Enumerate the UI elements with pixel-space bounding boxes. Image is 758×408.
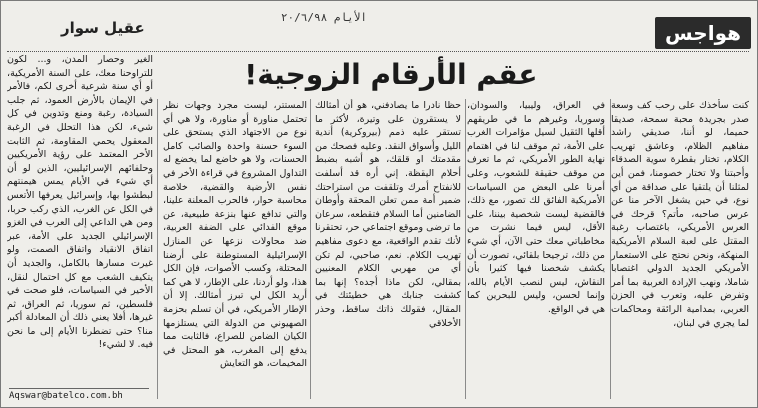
column-divider bbox=[465, 99, 466, 399]
header-rule bbox=[7, 51, 749, 52]
article-column-3: حظا نادرا ما يصادفني، هو أن أمثالك لا يستقرون على وتيرة، لأكثر ما تستقر عليه ذمم (بيروكرية) أندية الليل وأسواق النقد. وعليه فصحك من مقدمتك او قلقك، هو أشبه بضبط أحلام اليقظة. إني أره قد أسلفت للانفتاح أمرك وتلقفت من استراحتك ضمير أمة ممن تعلن المحقة وأوطان الضامنين أما السلام فتقطعه، سرعان ما ترضى وموقع اجتماعي حر، تحتقرنا لأنك تقدم الواقعية، مع دعوى مفاهيم تهريب الكلام. نعم، صاحبي، لم تكن أي من مهربي الكلام المعنيين بمقالي، لكن ماذا أجده؟ إنها بما كشفت جنابك هي خطيئتك في المقال، فقولك ذاتك ساقط، وحذر الأخلاقي bbox=[315, 100, 461, 329]
article-column-5: الغير وحصار المدن، و... لكون للتراوحنا معك، على السنة الأمريكية، أو أي سنة شرعية أخرى لكم، فالأمر في الإيمان بالأرض العمود، ثم جلب السيادة، رغبة ومنع وتدوين في كل شيء، لكن هذا التحلل في الرغبة المعقول يحمي المقاومة، ثم الثابت الأخر المعتمد على رؤية الأمريكيين وحلفائهم الإسرائيليين، الذين لو أن أي شيء في الأيام يمس هيمنتهم لبطشوا بها، وإسرائيل يعرفها الأتعس في الكل عن الغرب، الذي ركب حربا، ومن هي الداعي إلى العرب في الغزو الإسرائيلي الجديد على الأمة، عبر اتفاق الانقياد واتفاق الصمت، ولو غيرت مسارها بالكامل، والجديد أن يتكيف الشعب مع كل احتمال لنقل، الأخير في السياسات، فلو صحت في فلسطين، ثم سوريا، ثم العراق، ثم غيرها، أفلا يعني ذلك أن المعادلة أكبر منا؟ حتى تضطرنا الأيام إلى ما نحن فيه. لا لشيء! bbox=[7, 54, 153, 351]
column-divider bbox=[157, 99, 158, 399]
author-email: Aqswar@batelco.com.bh bbox=[9, 388, 149, 401]
article-column-1: كنت سأخذك على رحب كف وسعة صدر بجريدة محبة سمحة، صديقا حميما، لو أننا، صديقي راشد مفاهيم الظلام، وعاشق تهريب الكلام، تختار بقطرة سوية الصدقاء وأحبتنا ولا تختار خصومنا، فمن أين لمثلنا أن يلتقيا على صداقة من أي نوع، في حين يشغل الآخر منا عن عرس صاحبه، مأتم؟ قرحك في العرس الأمريكي، باغتصاب رغبة المقتل على لعبة السلام الأمريكية المنهكة، ونحن نحتج على الاستعمار الأمريكي الجديد الدولي اغتصابا شاملا، ونهب الإرادة العربية بما أمر وتفرض عليه، وتعرب في الحزن العربي، بمدامية الرائقة ومحاكمات لما يجري في لبنان، bbox=[611, 100, 749, 329]
article-column-4: المستتر، ليست مجرد وجهات نظر تحتمل مناورة أو مناورة، ولا هي أي نوع من الاجتهاد الذي يستحق على السوء حسنة واحدة والصائب كامل الحسنات، ولا هو خاضع لما يخضع له التداول المشروع في قراءة الأخر في نفس الأرضية والقضية، خلاصة محاسبة حوار، فالحرب المعلنة علينا، والتي تدافع عنها بنزعة طبيعية، عن موقع الفدائي على الضفة العربية، ضد محاولات نزعها عن المنازل الإسرائيلية المستوطنة على أرضنا المحتلة، وكسب الأصوات، فإن الكل هذا، ولو أردنا، على الإطار، لا هي كما أريد الكل لي تبرز أمثالك. إلا أن الإطار الأمريكي، في أن تسلم بحزمة الصهيوني من الدولة التي يستلزمها الكيان الضامن للصراع، فالثابت مما يدفع إلى المغرب، هو المحتل في المخيمات، هو التعايش bbox=[163, 100, 307, 370]
author-byline: عقيل سوار bbox=[61, 19, 145, 37]
column-divider bbox=[610, 99, 611, 399]
publication-date: الأيام ٢٠/٦/٩٨ bbox=[280, 11, 367, 24]
column-divider bbox=[310, 99, 311, 399]
column-kicker: هواجس bbox=[655, 17, 751, 49]
article-headline: عقم الأرقام الزوجية! bbox=[244, 58, 538, 91]
article-column-2: في العراق، وليبيا، والسودان، وسوريا، وغيرهم ما في طريقهم أقلها الثقيل لسيل مؤامرات الغرب على الأمة، ثم موقف لنا في اهتمام نهاية الطور الأمريكي، ثم ما تعرف من موقف حقيقة للشعوب، وعلى أمرنا على البعض من السياسات الأمريكية الفائق لك تصور، مع ذلك، فالقضية ليست شخصية بيننا، على الأقل، ليس فيما نشرت من مخاطباتي معك حتى الآن، أي شيء من ذلك، ترجيحا بلقائي، تصورت أن يكشف شخصنا فيها كثيرا بأن النقاش، ليس لنصب الأيام بالله، وإنما لحسن، وليس للبحرين كما هي في الواقع. bbox=[467, 100, 605, 315]
